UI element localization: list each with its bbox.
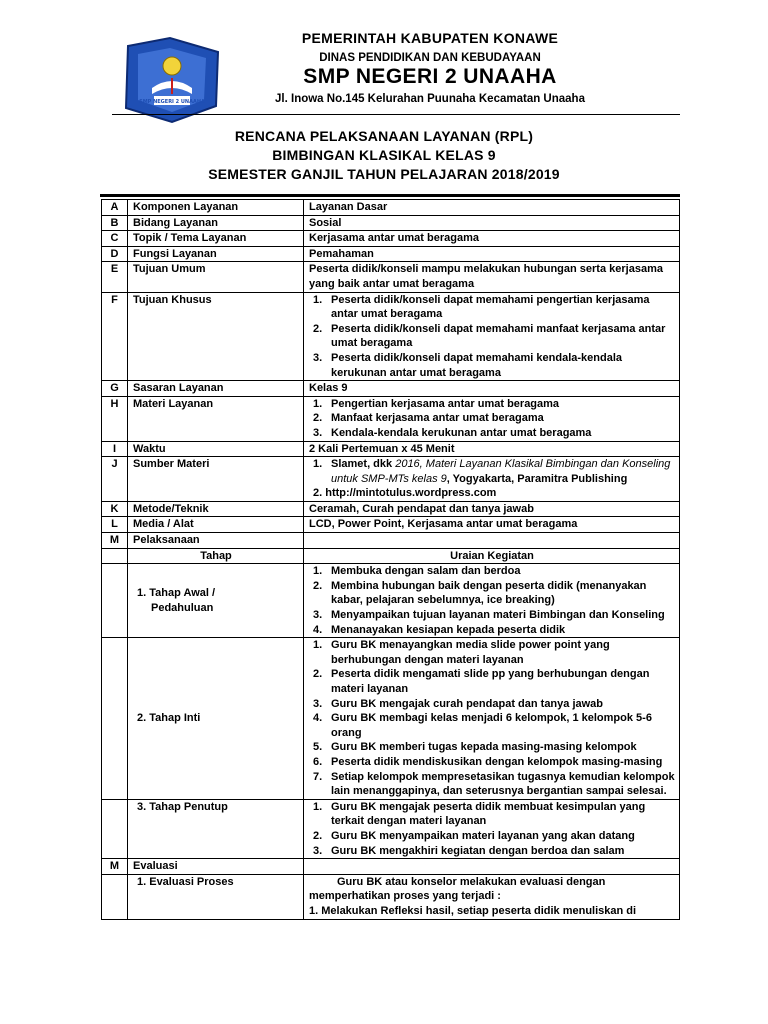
- materi-list: [309, 397, 675, 441]
- list-item: 6. Peserta didik mendiskusikan dengan kelompok masing-masing: [313, 755, 663, 768]
- source-title: 2016, Materi Layanan Klasikal Bimbingan dan Konseling untuk SMP-MTs kelas 9: [331, 458, 671, 485]
- sumber-list: [309, 457, 675, 486]
- row-code: J: [102, 457, 128, 502]
- row-label: Pelaksanaan: [128, 533, 304, 549]
- list-item: 1. Pengertian kerjasama antar umat beragama: [313, 397, 560, 410]
- row-code: C: [102, 231, 128, 247]
- row-label: Sasaran Layanan: [128, 381, 304, 397]
- document-semester: SEMESTER GANJIL TAHUN PELAJARAN 2018/2019: [208, 166, 560, 182]
- stage-activities: [304, 799, 680, 858]
- logo-text: SMP NEGERI 2 UNAAHA: [139, 99, 205, 105]
- list-item: 4. Menanayakan kesiapan kepada peserta didik: [313, 623, 566, 636]
- table-row: [102, 200, 680, 216]
- tujuan-khusus-list: [309, 293, 675, 381]
- list-item: 2. Guru BK menyampaikan materi layanan yang akan datang: [313, 829, 635, 842]
- evaluasi-lead: Guru BK atau konselor melakukan evaluasi dengan memperhatikan proses yang terjadi :: [309, 875, 606, 903]
- stage-activities: [304, 564, 680, 638]
- list-item: 2. Peserta didik/konseli dapat memahami manfaat kerjasama antar umat beragama: [313, 322, 666, 350]
- table-row: [102, 517, 680, 533]
- row-value: LCD, Power Point, Kerjasama antar umat beragama: [304, 517, 680, 533]
- list-item: 1. Slamet, dkk 2016, Materi Layanan Klasikal Bimbingan dan Konseling untuk SMP-MTs kelas 9, Yogyakarta, Paramitra Publishing: [313, 458, 671, 485]
- row-label: Waktu: [128, 441, 304, 457]
- row-value: Kerjasama antar umat beragama: [304, 231, 680, 247]
- col-header-uraian: Uraian Kegiatan: [304, 548, 680, 564]
- list-item: 3. Peserta didik/konseli dapat memahami kendala-kendala kerukunan antar umat beragama: [313, 351, 623, 379]
- row-label: Metode/Teknik: [128, 501, 304, 517]
- row-value: Pemahaman: [304, 246, 680, 262]
- row-code: H: [102, 396, 128, 441]
- table-row: [102, 457, 680, 502]
- stage-row: [102, 638, 680, 800]
- row-label: Tujuan Umum: [128, 262, 304, 292]
- row-label: Media / Alat: [128, 517, 304, 533]
- row-value: Sosial: [304, 215, 680, 231]
- letterhead-rule: [112, 114, 680, 115]
- row-code: L: [102, 517, 128, 533]
- row-label: Materi Layanan: [128, 396, 304, 441]
- list-item: 3. Guru BK mengajak curah pendapat dan tanya jawab: [313, 697, 604, 710]
- stage-label: 1. Tahap Awal / Pedahuluan: [128, 564, 304, 638]
- row-value: [304, 292, 680, 381]
- table-row: [102, 381, 680, 397]
- source-author: Slamet, dkk: [331, 458, 396, 471]
- document-title: RENCANA PELAKSANAAN LAYANAN (RPL): [234, 128, 534, 144]
- row-value: [304, 457, 680, 502]
- evaluasi-proses-label: 1. Evaluasi Proses: [128, 874, 304, 919]
- row-code: K: [102, 501, 128, 517]
- source-url[interactable]: 2. http://mintotulus.wordpress.com: [313, 487, 497, 500]
- row-code: I: [102, 441, 128, 457]
- row-label: Bidang Layanan: [128, 215, 304, 231]
- row-code: A: [102, 200, 128, 216]
- table-row: [102, 396, 680, 441]
- stage-label: 2. Tahap Inti: [128, 638, 304, 800]
- list-item: 1. Guru BK menayangkan media slide power point yang berhubungan dengan materi layanan: [313, 639, 610, 666]
- row-code: B: [102, 215, 128, 231]
- row-code: E: [102, 262, 128, 292]
- table-row: [102, 231, 680, 247]
- stage-row: [102, 799, 680, 858]
- row-code: F: [102, 292, 128, 381]
- stage-row: [102, 564, 680, 638]
- row-value: Peserta didik/konseli mampu melakukan hubungan serta kerjasama yang baik antar umat beragama: [304, 262, 680, 292]
- row-value: 2 Kali Pertemuan x 45 Menit: [304, 441, 680, 457]
- document-subtitle: BIMBINGAN KLASIKAL KELAS 9: [272, 147, 496, 163]
- table-row: [102, 246, 680, 262]
- row-value: Kelas 9: [304, 381, 680, 397]
- row-value: Ceramah, Curah pendapat dan tanya jawab: [304, 501, 680, 517]
- table-row: [102, 292, 680, 381]
- row-value: [304, 396, 680, 441]
- evaluasi-item: 1. Melakukan Refleksi hasil, setiap peserta didik menuliskan di: [309, 904, 637, 917]
- row-value: Layanan Dasar: [304, 200, 680, 216]
- list-item: 2. Manfaat kerjasama antar umat beragama: [313, 412, 544, 425]
- table-top-border: [100, 194, 680, 197]
- row-code: D: [102, 246, 128, 262]
- list-item: 3. Kendala-kendala kerukunan antar umat beragama: [313, 426, 592, 439]
- col-header-tahap: Tahap: [128, 548, 304, 564]
- table-row: [102, 859, 680, 875]
- rpl-table: [101, 199, 680, 920]
- table-row: [102, 262, 680, 292]
- list-item: 3. Menyampaikan tujuan layanan materi Bimbingan dan Konseling: [313, 609, 665, 622]
- list-item: 5. Guru BK memberi tugas kepada masing-masing kelompok: [313, 741, 637, 754]
- table-row: [102, 441, 680, 457]
- pelaksanaan-header-row: [102, 548, 680, 564]
- list-item: 1. Guru BK mengajak peserta didik membuat kesimpulan yang terkait dengan materi layanan: [313, 800, 646, 828]
- stage-activities: [304, 638, 680, 800]
- row-label: Tujuan Khusus: [128, 292, 304, 381]
- table-row: [102, 501, 680, 517]
- list-item: 4. Guru BK membagi kelas menjadi 6 kelompok, 1 kelompok 5-6 orang: [313, 712, 652, 739]
- evaluasi-proses-text: [304, 874, 680, 919]
- list-item: 1. Peserta didik/konseli dapat memahami pengertian kerjasama antar umat beragama: [313, 293, 650, 321]
- school-name: SMP NEGERI 2 UNAAHA: [303, 65, 557, 88]
- list-item: 3. Guru BK mengakhiri kegiatan dengan berdoa dan salam: [313, 844, 625, 857]
- table-row: [102, 533, 680, 549]
- row-code: M: [102, 533, 128, 549]
- stage-label: 3. Tahap Penutup: [128, 799, 304, 858]
- row-label: Komponen Layanan: [128, 200, 304, 216]
- table-row: [102, 215, 680, 231]
- list-item: 2. Membina hubungan baik dengan peserta didik (menanyakan kabar, pelajaran sebelumnya, ice breaking): [313, 579, 647, 607]
- row-value: [304, 859, 680, 875]
- list-item: 2. Peserta didik mengamati slide pp yang berhubungan dengan materi layanan: [313, 668, 650, 695]
- department-name: DINAS PENDIDIKAN DAN KEBUDAYAAN: [319, 52, 541, 64]
- row-label: Topik / Tema Layanan: [128, 231, 304, 247]
- row-code: M: [102, 859, 128, 875]
- row-label: Sumber Materi: [128, 457, 304, 502]
- row-label: Fungsi Layanan: [128, 246, 304, 262]
- row-label: Evaluasi: [128, 859, 304, 875]
- government-name: PEMERINTAH KABUPATEN KONAWE: [301, 30, 559, 46]
- school-address: Jl. Inowa No.145 Kelurahan Puunaha Kecamatan Unaaha: [275, 93, 585, 105]
- table-row: [102, 874, 680, 919]
- row-code: G: [102, 381, 128, 397]
- row-value: [304, 533, 680, 549]
- list-item: 1. Membuka dengan salam dan berdoa: [313, 565, 521, 578]
- list-item: 7. Setiap kelompok mempresetasikan tugasnya kemudian kelompok lain menanggapinya, dan seterusnya bergantian sampai selesai.: [313, 770, 675, 798]
- source-publisher: , Yogyakarta, Paramitra Publishing: [446, 472, 628, 485]
- letterhead: [0, 0, 768, 118]
